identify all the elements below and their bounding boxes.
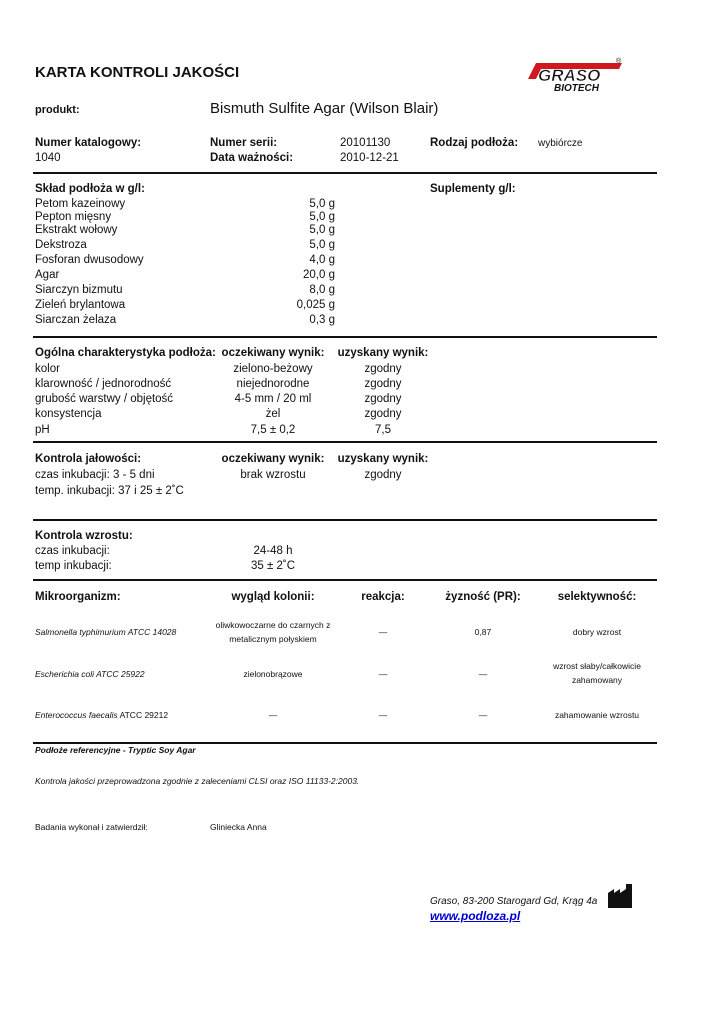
divider (33, 441, 657, 443)
company-address: Graso, 83-200 Starogard Gd, Krąg 4a (430, 896, 598, 907)
char-obtained: zgodny (364, 408, 402, 420)
micro-reaction: — (378, 669, 388, 679)
micro-selectivity: wzrost słaby/całkowicie (553, 661, 641, 671)
medium-type-label: Rodzaj podłoża: (430, 137, 519, 149)
website-link[interactable]: www.podloza.pl (430, 909, 521, 923)
graso-logo (526, 55, 626, 91)
micro-reaction: — (378, 627, 388, 637)
char-name: pH (35, 424, 50, 436)
logo-reg: ® (616, 58, 622, 65)
micro-pr: — (478, 669, 488, 679)
sterility-obtained-header: uzyskany wynik: (337, 453, 429, 465)
series-value: 20101130 (340, 137, 391, 149)
char-expected: niejednorodne (236, 378, 310, 390)
expiry-value: 2010-12-21 (340, 152, 399, 164)
manufacturer-icon (607, 883, 633, 912)
growth-label: Kontrola wzrostu: (35, 530, 133, 542)
char-expected: zielono-beżowy (233, 363, 313, 375)
char-obtained: 7,5 (375, 424, 391, 436)
ingredient-amount: 5,0 g (309, 239, 335, 251)
micro-reaction: — (378, 710, 388, 720)
divider (33, 742, 657, 744)
signed-name: Gliniecka Anna (210, 822, 267, 832)
micro-organism-header: Mikroorganizm: (35, 591, 121, 603)
ingredient-amount: 5,0 g (309, 198, 335, 210)
micro-reaction-header: reakcja: (361, 591, 405, 603)
char-obtained: zgodny (364, 363, 402, 375)
graso-logo-icon (526, 55, 626, 93)
ingredient-amount: 0,3 g (309, 314, 335, 326)
ingredient-name: Petom kazeinowy (35, 198, 126, 210)
growth-temp-label: temp inkubacji: (35, 560, 112, 572)
micro-colony: zielonobrązowe (243, 669, 303, 679)
ingredient-name: Zieleń brylantowa (35, 299, 126, 311)
ingredient-name: Fosforan dwusodowy (35, 254, 144, 266)
micro-organism: Enterococcus faecalis ATCC 29212 (35, 710, 169, 720)
micro-organism: Escherichia coli ATCC 25922 (35, 669, 145, 679)
logo-sub: BIOTECH (554, 83, 599, 93)
divider (33, 172, 657, 174)
char-name: kolor (35, 363, 60, 375)
divider (33, 519, 657, 521)
supplements-label: Suplementy g/l: (430, 183, 516, 195)
ingredient-name: Siarczan żelaza (35, 314, 117, 326)
ingredient-amount: 20,0 g (303, 269, 335, 281)
ingredient-amount: 8,0 g (309, 284, 335, 296)
ingredient-name: Siarczyn bizmutu (35, 284, 123, 296)
catalog-label: Numer katalogowy: (35, 137, 142, 149)
signed-label: Badania wykonał i zatwierdził: (35, 822, 148, 832)
medium-type-value: wybiórcze (538, 138, 583, 149)
micro-colony: metalicznym połyskiem (229, 634, 317, 644)
micro-selectivity: dobry wzrost (572, 627, 622, 637)
divider (33, 579, 657, 581)
page-title: KARTA KONTROLI JAKOŚCI (35, 64, 240, 81)
micro-colony: — (268, 710, 278, 720)
micro-organism: Salmonella typhimurium ATCC 14028 (35, 627, 177, 637)
ingredient-amount: 5,0 g (309, 224, 335, 236)
sterility-label: Kontrola jałowości: (35, 453, 142, 465)
characteristics-label: Ogólna charakterystyka podłoża: (35, 347, 216, 359)
logo-brand: GRASO (538, 66, 601, 85)
ingredient-name: Agar (35, 269, 60, 281)
micro-pr-header: żyzność (PR): (445, 591, 521, 603)
micro-pr: 0,87 (474, 627, 492, 637)
product-label: produkt: (35, 104, 80, 116)
char-expected: 4-5 mm / 20 ml (234, 393, 312, 405)
micro-colony: oliwkowoczarne do czarnych z (215, 620, 331, 630)
growth-temp-value: 35 ± 2˚C (250, 560, 296, 572)
composition-label: Skład podłoża w g/l: (35, 183, 145, 195)
char-obtained: zgodny (364, 378, 402, 390)
char-name: klarowność / jednorodność (35, 378, 172, 390)
obtained-header: uzyskany wynik: (337, 347, 429, 359)
reference-medium: Podłoże referencyjne - Tryptic Soy Agar (35, 745, 196, 755)
ingredient-amount: 0,025 g (296, 299, 335, 311)
char-obtained: zgodny (364, 393, 402, 405)
growth-time-label: czas inkubacji: (35, 545, 110, 557)
sterility-temp: temp. inkubacji: 37 i 25 ± 2˚C (35, 485, 184, 497)
sterility-expected-header: oczekiwany wynik: (221, 453, 325, 465)
growth-time-value: 24-48 h (253, 545, 293, 557)
micro-selectivity: zahamowany (571, 675, 623, 685)
series-label: Numer serii: (210, 137, 278, 149)
catalog-value: 1040 (35, 152, 61, 164)
product-name: Bismuth Sulfite Agar (Wilson Blair) (210, 100, 439, 117)
micro-colony-header: wygląd kolonii: (231, 591, 315, 603)
char-name: konsystencja (35, 408, 102, 420)
divider (33, 336, 657, 338)
ingredient-amount: 4,0 g (309, 254, 335, 266)
char-name: grubość warstwy / objętość (35, 393, 174, 405)
sterility-expected: brak wzrostu (240, 469, 306, 481)
ingredient-name: Ekstrakt wołowy (35, 224, 118, 236)
control-note: Kontrola jakości przeprowadzona zgodnie z zaleceniami CLSI oraz ISO 11133-2:2003. (35, 776, 360, 786)
micro-selectivity: zahamowanie wzrostu (554, 710, 640, 720)
char-expected: żel (265, 408, 281, 420)
expected-header: oczekiwany wynik: (221, 347, 325, 359)
micro-pr: — (478, 710, 488, 720)
sterility-obtained: zgodny (364, 469, 402, 481)
ingredient-name: Pepton mięsny (35, 211, 112, 223)
ingredient-name: Dekstroza (35, 239, 87, 251)
expiry-label: Data ważności: (210, 152, 294, 164)
char-expected: 7,5 ± 0,2 (250, 424, 296, 436)
ingredient-amount: 5,0 g (309, 211, 335, 223)
sterility-time: czas inkubacji: 3 - 5 dni (35, 469, 155, 481)
micro-selectivity-header: selektywność: (557, 591, 637, 603)
